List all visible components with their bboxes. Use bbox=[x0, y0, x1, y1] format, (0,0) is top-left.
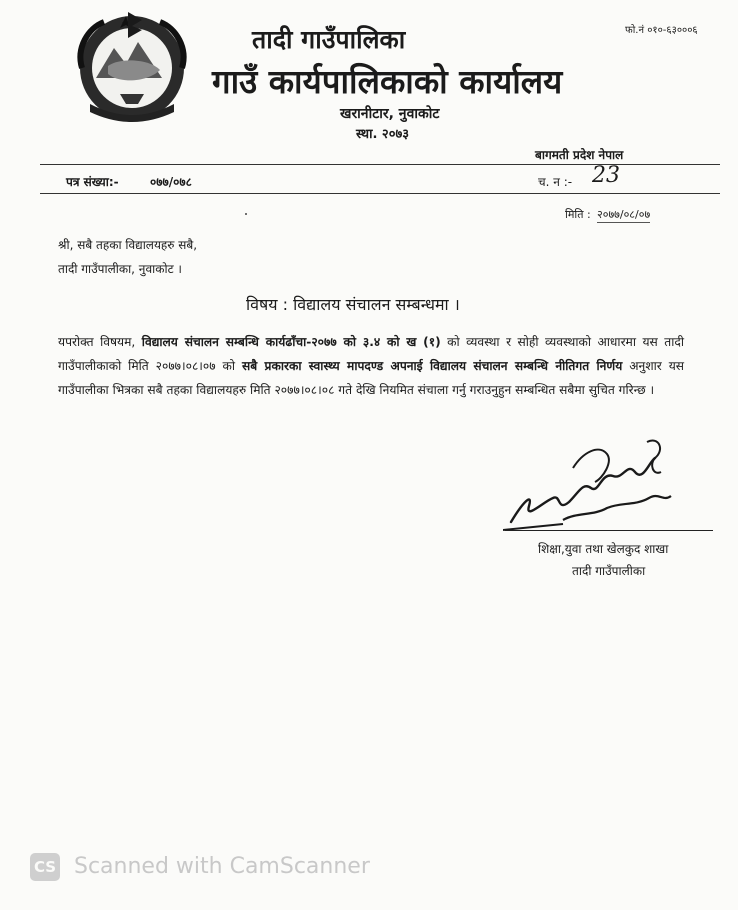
dispatch-number-label: च. न :- bbox=[538, 175, 573, 189]
date-label: मिति : bbox=[565, 208, 591, 221]
body-bold-decision: सबै प्रकारका स्वास्थ्य मापदण्ड अपनाई विद्यालय संचालन सम्बन्धि नीतिगत निर्णय bbox=[242, 359, 623, 373]
signatory-unit: शिक्षा,युवा तथा खेलकुद शाखा bbox=[538, 542, 669, 556]
reference-divider bbox=[40, 193, 720, 194]
letter-number-value: ०७७/०७८ bbox=[150, 175, 192, 189]
office-title-line1: तादी गाउँपालिका bbox=[252, 25, 406, 54]
handwritten-signature-icon bbox=[503, 432, 673, 532]
letter-subject: विषय : विद्यालय संचालन सम्बन्धमा । bbox=[246, 295, 460, 314]
ink-dot bbox=[245, 213, 247, 215]
office-established: स्था. २०७३ bbox=[356, 127, 409, 142]
office-phone: फो.नं ०१०-६३०००६ bbox=[625, 25, 698, 36]
province-label: बागमती प्रदेश नेपाल bbox=[535, 148, 624, 162]
body-bold-reference: विद्यालय संचालन सम्बन्धि कार्यढाँचा-२०७७ को ३.४ को ख (१) bbox=[141, 335, 441, 349]
office-address: खरानीटार, नुवाकोट bbox=[340, 106, 440, 122]
nepal-emblem-icon bbox=[68, 8, 196, 126]
dispatch-number-value: 23 bbox=[592, 163, 620, 188]
recipient-line1: श्री, सबै तहका विद्यालयहरु सबै, bbox=[58, 238, 198, 252]
camscanner-logo-icon: CS bbox=[30, 853, 60, 881]
letter-body: यपरोक्त विषयम, विद्यालय संचालन सम्बन्धि कार्यढाँचा-२०७७ को ३.४ को ख (१) को व्यवस्था र सोही व्यवस्थाको आधारमा यस तादी गाउँपालीकाको मिति २०७७।०८।०७ को सबै प्रकारका स्वास्थ्य मापदण्ड अपनाई विद्यालय संचालन सम्बन्धि नीतिगत निर्णय अनुशार यस गाउँपालीका भित्रका सबै तहका विद्यालयहरु मिति २०७७।०८।०८ गते देखि नियमित संचाला गर्नु गराउनुहुन सम्बन्धित सबैमा सुचित गरिन्छ । bbox=[58, 335, 684, 397]
camscanner-watermark: Scanned with CamScanner bbox=[74, 854, 370, 879]
signature-line bbox=[505, 530, 713, 531]
signatory-office: तादी गाउँपालीका bbox=[572, 564, 646, 578]
date-value: २०७७/०८/०७ bbox=[597, 208, 651, 221]
recipient-line2: तादी गाउँपालीका, नुवाकोट । bbox=[58, 262, 182, 276]
letter-number-label: पत्र संख्या:- bbox=[66, 175, 119, 189]
office-title-line2: गाउँ कार्यपालिकाको कार्यालय bbox=[212, 62, 563, 101]
